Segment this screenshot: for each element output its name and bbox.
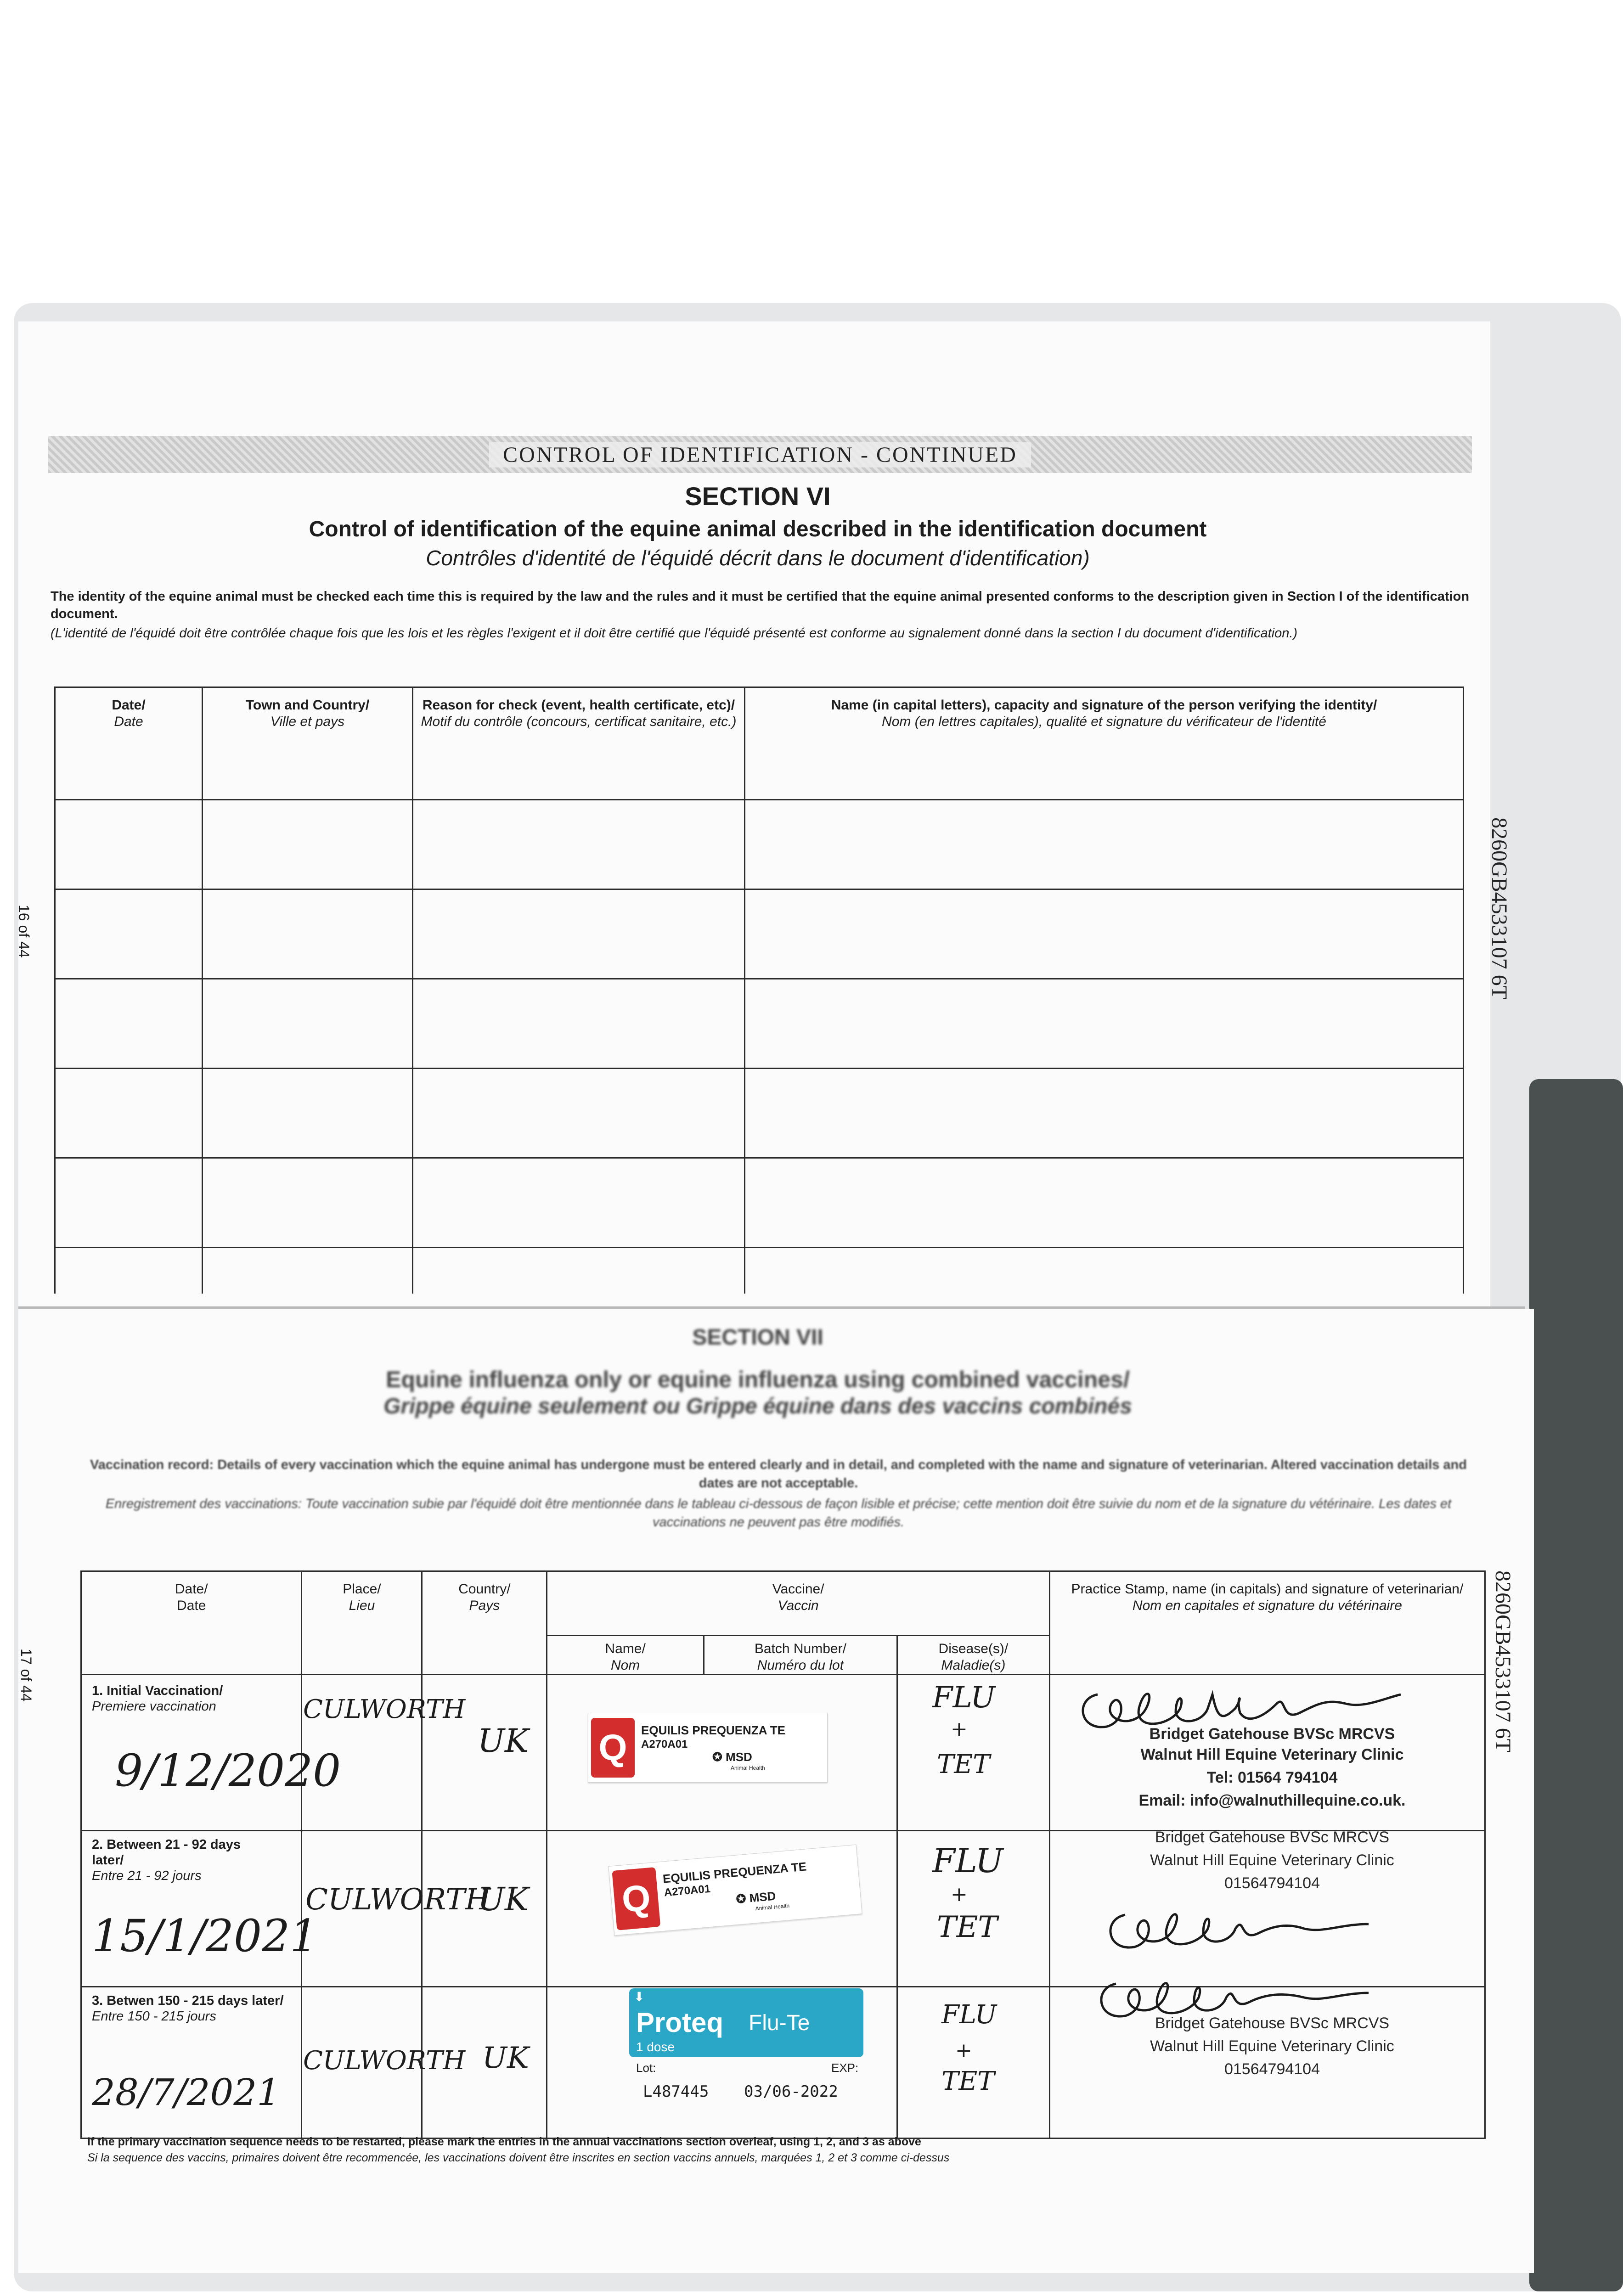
msd-logo: ✪ MSD bbox=[735, 1889, 777, 1906]
footnote-fr: Si la sequence des vaccins, primaires doivent être recommencée, les vaccinations doivent être inscrites en section vaccins annuels, marquées 1, 2 et 3 comme ci-dessus bbox=[87, 2151, 950, 2164]
section-vi-title: SECTION VI bbox=[685, 482, 831, 511]
col-verifier-header: Name (in capital letters), capacity and signature of the person verifying the identity/ Nom (en lettres capitales), qualité et signature du vérificateur de l'identité bbox=[745, 687, 1464, 800]
row2-disease-1: FLU bbox=[932, 1841, 1003, 1880]
row2-vaccine-name: EQUILIS PREQUENZA TE bbox=[662, 1859, 807, 1886]
col-vaccine-header: Vaccine/ Vaccin bbox=[547, 1571, 1049, 1636]
table-row[interactable] bbox=[55, 1248, 1464, 1294]
table-row[interactable] bbox=[55, 889, 1464, 979]
col-vet-header: Practice Stamp, name (in capitals) and signature of veterinarian/ Nom en capitales et signature du vétérinaire bbox=[1049, 1571, 1485, 1675]
msd-icon: ✪ bbox=[735, 1891, 747, 1906]
row2-place: CULWORTH bbox=[305, 1883, 491, 1917]
row1-disease-1: FLU bbox=[932, 1681, 996, 1715]
row3-vet-line-1: Bridget Gatehouse BVSc MRCVS bbox=[1155, 2015, 1390, 2032]
row2-signature bbox=[1093, 1896, 1387, 1961]
section-header-text: CONTROL OF IDENTIFICATION - CONTINUED bbox=[489, 442, 1031, 467]
row2-date: 15/1/2021 bbox=[92, 1910, 318, 1962]
row3-vaccine-label bbox=[629, 1988, 863, 2112]
col-date-header: Date/ Date bbox=[81, 1571, 302, 1675]
row2-vet-line-3: 01564794104 bbox=[1224, 1874, 1320, 1892]
exp-label: EXP: bbox=[831, 2061, 859, 2075]
col-place-header: Place/ Lieu bbox=[302, 1571, 422, 1675]
msd-icon: ✪ bbox=[712, 1750, 722, 1764]
section-vi-intro: The identity of the equine animal must be checked each time this is required by the law and the rules and it must be certified that the equine animal presented conforms to the description given in Section I of the identification document. bbox=[51, 589, 1470, 621]
row1-vet-line-2: Walnut Hill Equine Veterinary Clinic bbox=[1140, 1746, 1404, 1763]
row2-vet-line-2: Walnut Hill Equine Veterinary Clinic bbox=[1150, 1851, 1394, 1869]
col-town-header: Town and Country/ Ville et pays bbox=[203, 687, 413, 800]
lot-label: Lot: bbox=[636, 2061, 656, 2075]
table-row[interactable] bbox=[55, 979, 1464, 1069]
proteq-suffix: Flu-Te bbox=[749, 2011, 810, 2035]
row3-disease-1: FLU bbox=[941, 2000, 997, 2030]
table-row[interactable] bbox=[55, 800, 1464, 889]
row1-place: CULWORTH bbox=[303, 1694, 466, 1724]
row3-label: 3. Betwen 150 - 215 days later/ Entre 150 - 215 jours bbox=[92, 1993, 284, 2024]
row1-date: 9/12/2020 bbox=[115, 1745, 341, 1796]
col-disease-header: Disease(s)/ Maladie(s) bbox=[897, 1636, 1049, 1675]
passport-id-bottom: 8260GB4533107 6T bbox=[1491, 1570, 1515, 1752]
section-vii-title: SECTION VII bbox=[692, 1325, 823, 1350]
proteq-banner bbox=[629, 1988, 863, 2057]
section-vii-subtitle-fr: Grippe équine seulement ou Grippe équine dans des vaccins combinés bbox=[383, 1394, 1132, 1418]
proteq-brand: Proteq bbox=[636, 2007, 724, 2038]
col-name-header: Name/ Nom bbox=[547, 1636, 704, 1675]
col-batch-header: Batch Number/ Numéro du lot bbox=[704, 1636, 897, 1675]
row3-date: 28/7/2021 bbox=[92, 2071, 281, 2114]
row1-label: 1. Initial Vaccination/ Premiere vaccination bbox=[92, 1683, 223, 1714]
row1-vet-line-4: Email: info@walnuthillequine.co.uk. bbox=[1138, 1792, 1406, 1809]
msd-logo: ✪ MSD bbox=[712, 1750, 752, 1764]
table-row[interactable] bbox=[55, 1158, 1464, 1248]
msd-sub: Animal Health bbox=[755, 1902, 790, 1912]
row3-country: UK bbox=[482, 2041, 529, 2075]
row1-country: UK bbox=[478, 1722, 529, 1760]
row2-vet-line-1: Bridget Gatehouse BVSc MRCVS bbox=[1155, 1829, 1390, 1846]
row3-lot: L487445 bbox=[643, 2082, 709, 2101]
row2-disease-3: TET bbox=[937, 1910, 998, 1944]
section-vi-intro-fr: (L'identité de l'équidé doit être contrôlée chaque fois que les lois et les règles l'exigent et il doit être certifié que l'équidé présenté est conforme au signalement donné dans la section I du document d'identification.) bbox=[51, 626, 1298, 641]
row3-vet-line-2: Walnut Hill Equine Veterinary Clinic bbox=[1150, 2037, 1394, 2055]
col-date-header: Date/ Date bbox=[55, 687, 203, 800]
row1-batch: A270A01 bbox=[641, 1738, 688, 1750]
section-header-band bbox=[48, 436, 1472, 473]
row1-vaccine-label bbox=[588, 1713, 828, 1783]
row1-disease-2: + bbox=[951, 1717, 968, 1741]
row3-vet-line-3: 01564794104 bbox=[1224, 2060, 1320, 2078]
section-vi-subtitle: Control of identification of the equine animal described in the identification document bbox=[309, 517, 1207, 541]
vaccination-record-intro: Vaccination record: Details of every vaccination which the equine animal has undergone must be entered clearly and in detail, and completed with the name and signature of veterinarian. Altered vaccination details and dates are not acceptable. bbox=[90, 1458, 1467, 1491]
row1-disease-3: TET bbox=[937, 1750, 990, 1779]
row3-place: CULWORTH bbox=[303, 2046, 466, 2076]
passport-cover-edge bbox=[1529, 1079, 1623, 2291]
equilis-q-logo: Q bbox=[612, 1867, 660, 1930]
row3-exp: 03/06-2022 bbox=[744, 2082, 838, 2101]
section-vi-subtitle-fr: Contrôles d'identité de l'équidé décrit dans le document d'identification) bbox=[426, 546, 1090, 570]
row2-batch: A270A01 bbox=[663, 1882, 711, 1899]
arrow-down-icon: ⬇ bbox=[634, 1990, 645, 2004]
vaccination-record-intro-fr: Enregistrement des vaccinations: Toute vaccination subie par l'équidé doit être mentionnée dans le tableau ci-dessous de façon lisible et précise; cette mention doit être suivie du nom et de la signature du vétérinaire. Les dates et vaccinations ne peuvent pas être modifiés. bbox=[105, 1497, 1452, 1530]
page-number-17: 17 of 44 bbox=[18, 1649, 34, 1702]
col-reason-header: Reason for check (event, health certificate, etc)/ Motif du contrôle (concours, certificat sanitaire, etc.) bbox=[413, 687, 745, 800]
row2-disease-2: + bbox=[951, 1883, 968, 1906]
footnote: If the primary vaccination sequence needs to be restarted, please mark the entries in the annual vaccinations section overleaf, using 1, 2, and 3 as above bbox=[87, 2135, 921, 2148]
row1-vet-line-1: Bridget Gatehouse BVSc MRCVS bbox=[1149, 1725, 1395, 1743]
row2-country: UK bbox=[478, 1880, 529, 1918]
row3-disease-2: + bbox=[955, 2039, 972, 2062]
row1-vet-line-3: Tel: 01564 794104 bbox=[1206, 1769, 1338, 1786]
col-country-header: Country/ Pays bbox=[422, 1571, 547, 1675]
equilis-q-logo: Q bbox=[591, 1718, 635, 1778]
row3-disease-3: TET bbox=[941, 2066, 995, 2096]
table-row[interactable] bbox=[55, 1069, 1464, 1158]
passport-id-top: 8260GB4533107 6T bbox=[1487, 817, 1511, 999]
row1-vaccine-name: EQUILIS PREQUENZA TE bbox=[641, 1723, 785, 1737]
row2-label: 2. Between 21 - 92 days later/ Entre 21 - 92 jours bbox=[92, 1837, 241, 1883]
proteq-dose: 1 dose bbox=[636, 2040, 675, 2054]
section-vii-subtitle: Equine influenza only or equine influenza using combined vaccines/ bbox=[386, 1367, 1130, 1392]
page-number-16: 16 of 44 bbox=[16, 905, 32, 958]
msd-sub: Animal Health bbox=[731, 1765, 765, 1771]
identification-check-table bbox=[54, 687, 1464, 1294]
